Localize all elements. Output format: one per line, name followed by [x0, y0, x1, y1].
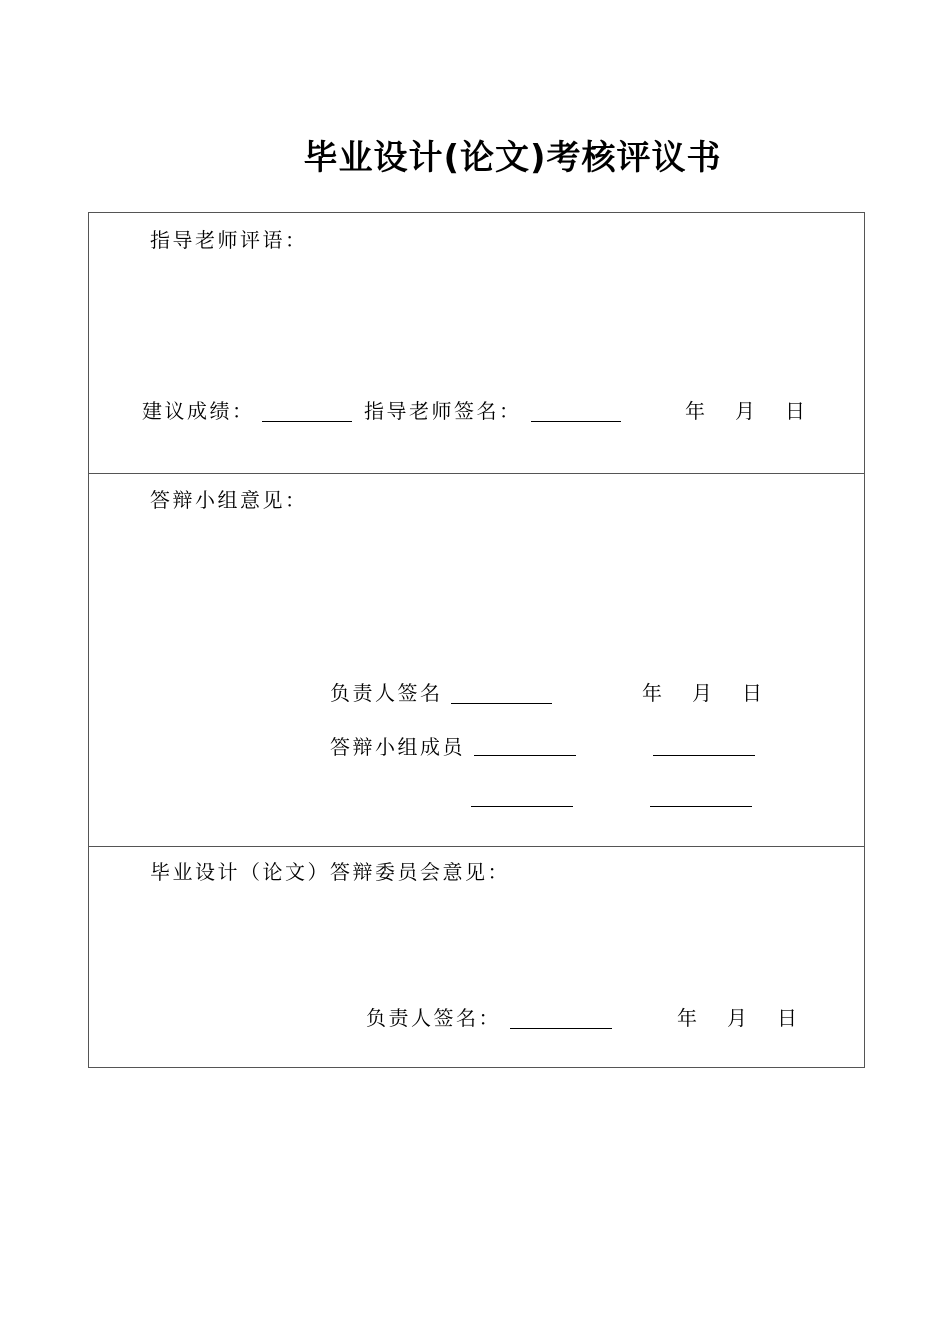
committee-heading: 毕业设计（论文）答辩委员会意见： — [150, 860, 510, 884]
advisor-month-label: 月 — [735, 399, 758, 423]
group-members-label: 答辩小组成员 — [330, 735, 465, 759]
group-year-label: 年 — [642, 681, 665, 705]
section-divider — [89, 473, 864, 474]
advisor-signature-label: 指导老师签名： — [364, 399, 522, 423]
group-member-blank-1[interactable] — [474, 755, 576, 756]
advisor-signature-blank[interactable] — [531, 421, 621, 422]
evaluation-form — [88, 212, 865, 1068]
suggested-grade-blank[interactable] — [262, 421, 352, 422]
group-leader-signature-blank[interactable] — [451, 703, 552, 704]
committee-leader-signature-label: 负责人签名： — [366, 1006, 501, 1030]
page-title: 毕业设计(论文)考核评议书 — [303, 138, 722, 178]
committee-day-label: 日 — [777, 1006, 800, 1030]
group-leader-signature-label: 负责人签名 — [330, 681, 443, 705]
group-member-blank-2[interactable] — [653, 755, 755, 756]
advisor-day-label: 日 — [785, 399, 808, 423]
suggested-grade-label: 建议成绩： — [142, 399, 255, 423]
advisor-year-label: 年 — [685, 399, 708, 423]
committee-month-label: 月 — [727, 1006, 750, 1030]
group-month-label: 月 — [692, 681, 715, 705]
advisor-comment-heading: 指导老师评语： — [150, 228, 308, 252]
group-member-blank-4[interactable] — [650, 806, 752, 807]
defense-group-heading: 答辩小组意见： — [150, 488, 308, 512]
committee-year-label: 年 — [677, 1006, 700, 1030]
committee-leader-signature-blank[interactable] — [510, 1028, 612, 1029]
section-divider — [89, 846, 864, 847]
group-day-label: 日 — [742, 681, 765, 705]
group-member-blank-3[interactable] — [471, 806, 573, 807]
